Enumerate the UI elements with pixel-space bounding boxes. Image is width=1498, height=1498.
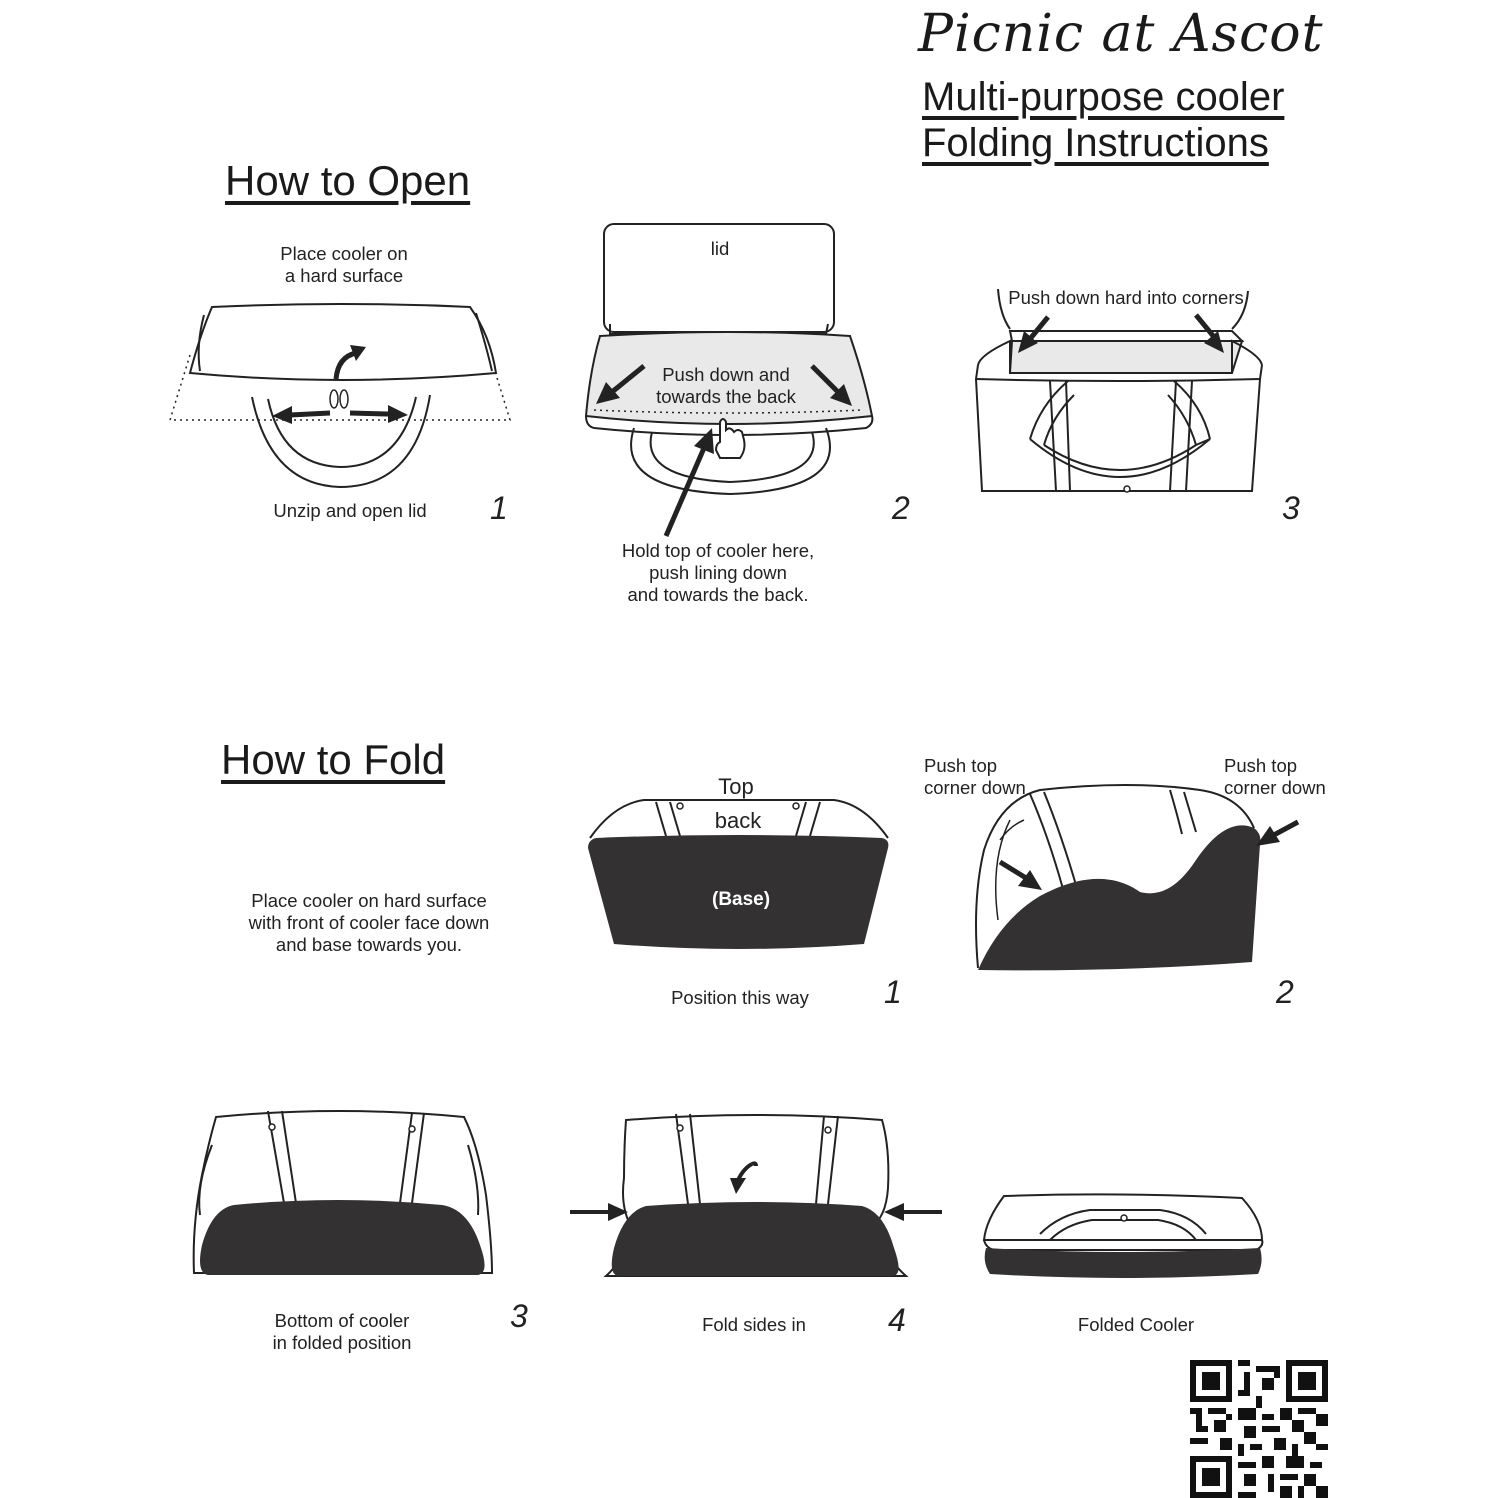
fold-step4-caption: Fold sides in — [702, 1314, 806, 1335]
open-step2-inner-line1: Push down and — [662, 364, 790, 385]
fold-step2-left-line2: corner down — [924, 777, 1026, 798]
fold-intro-line3: and base towards you. — [275, 934, 463, 955]
arrow-icon — [272, 405, 408, 424]
open-step1-caption-line2: a hard surface — [284, 265, 404, 286]
folded-cooler-caption: Folded Cooler — [1077, 1314, 1195, 1335]
fold-step1-caption: Position this way — [671, 987, 809, 1008]
fold-step2-number: 2 — [1276, 974, 1294, 1010]
fold-intro-line1: Place cooler on hard surface — [251, 890, 487, 911]
open-step3-number: 3 — [1282, 490, 1300, 526]
zipper-pull-icon — [330, 390, 348, 408]
open-step1-caption-bottom: Unzip and open lid — [273, 500, 427, 521]
document-title-line2: Folding Instructions — [922, 121, 1269, 165]
open-step3-figure — [970, 285, 1270, 500]
open-step2-caption — [598, 540, 838, 606]
qr-code-icon — [1190, 1360, 1328, 1498]
fold-step3-number: 3 — [510, 1298, 528, 1334]
fold-step2-right-line2: corner down — [1224, 777, 1326, 798]
fold-step4-figure — [566, 1108, 946, 1283]
fold-step1-base-label: (Base) — [712, 889, 771, 910]
section-heading-open: How to Open — [225, 157, 471, 204]
open-step1-number: 1 — [490, 490, 508, 526]
folded-cooler-figure — [980, 1190, 1270, 1285]
open-step1-figure — [160, 295, 520, 495]
fold-step1-back-label: back — [714, 808, 762, 833]
fold-step3-figure — [188, 1105, 498, 1280]
document-title-line1: Multi-purpose cooler — [922, 75, 1285, 119]
fold-step4-number: 4 — [888, 1302, 906, 1338]
fold-step1-top-label: Top — [718, 774, 754, 799]
open-step2-caption-line2: push lining down — [649, 562, 787, 583]
fold-step2-figure — [970, 780, 1310, 975]
open-step1-caption-top — [244, 243, 444, 287]
fold-step3-caption-line1: Bottom of cooler — [274, 1310, 410, 1331]
fold-intro-line2: with front of cooler face down — [248, 912, 490, 933]
fold-step2-right-line1: Push top — [1224, 755, 1298, 776]
fold-step1-number: 1 — [884, 974, 902, 1010]
fold-step3-caption — [242, 1310, 442, 1354]
fold-step3-caption-line2: in folded position — [272, 1332, 412, 1353]
open-step2-number: 2 — [892, 490, 910, 526]
open-step1-caption-line1: Place cooler on — [280, 243, 408, 264]
open-step2-caption-line3: and towards the back. — [627, 584, 809, 605]
open-step3-caption: Push down hard into corners — [1008, 287, 1244, 308]
fold-intro-caption — [224, 890, 514, 956]
fold-step2-left-line1: Push top — [924, 755, 998, 776]
section-heading-fold: How to Fold — [221, 736, 446, 783]
open-step2-caption-line1: Hold top of cooler here, — [621, 540, 815, 561]
open-step2-inner-caption — [626, 364, 826, 408]
arrow-icon — [666, 428, 714, 536]
brand-logo: Picnic at Ascot — [918, 4, 1324, 64]
open-step2-inner-line2: towards the back — [656, 386, 796, 407]
open-step2-lid-label: lid — [710, 238, 730, 259]
